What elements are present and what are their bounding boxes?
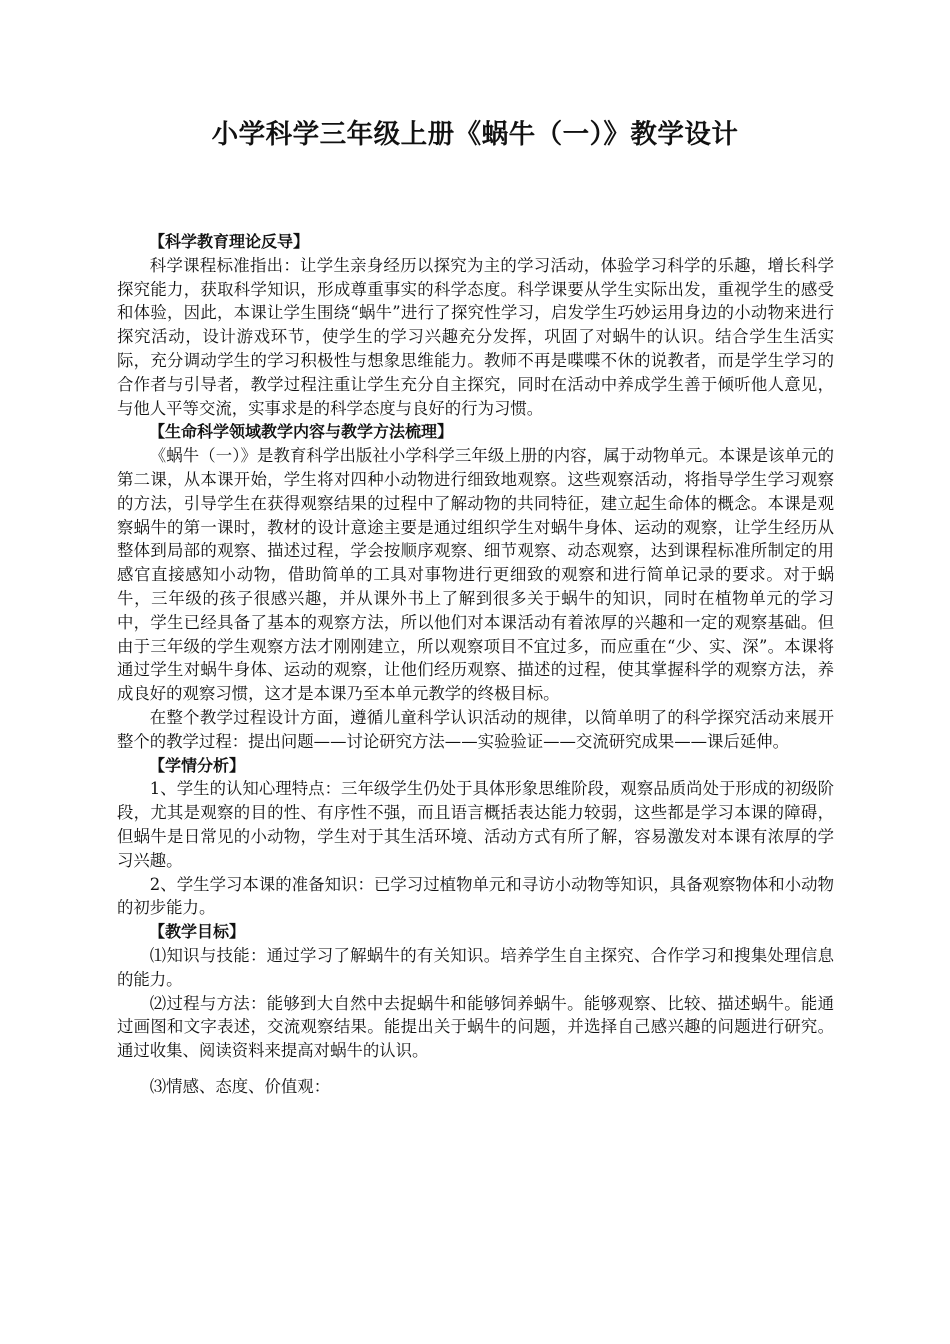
paragraph-objective-2: ⑵过程与方法：能够到大自然中去捉蜗牛和能够饲养蜗牛。能够观察、比较、描述蜗牛。能通过画图和文字表述，交流观察结果。能提出关于蜗牛的问题，并选择自己感兴趣的问题进行研究。通过收集、阅读资料来提高对蜗牛的认识。 bbox=[117, 993, 834, 1061]
section-heading-objectives: 【教学目标】 bbox=[149, 922, 246, 942]
document-title: 小学科学三年级上册《蜗牛（一）》教学设计 bbox=[211, 119, 739, 150]
paragraph-theory: 科学课程标准指出：让学生亲身经历以探究为主的学习活动，体验学习科学的乐趣，增长科学探究能力，获取科学知识，形成尊重事实的科学态度。科学课要从学生实际出发，重视学生的感受和体验，因此，本课让学生围绕“蜗牛”进行了探究性学习，启发学生巧妙运用身边的小动物来进行探究活动，设计游戏环节，使学生的学习兴趣充分发挥，巩固了对蜗牛的认识。结合学生生活实际，充分调动学生的学习积极性与想象思维能力。教师不再是喋喋不休的说教者，而是学生学习的合作者与引导者，教学过程注重让学生充分自主探究，同时在活动中养成学生善于倾听他人意见，与他人平等交流，实事求是的科学态度与良好的行为习惯。 bbox=[117, 255, 834, 418]
paragraph-objective-1: ⑴知识与技能：通过学习了解蜗牛的有关知识。培养学生自主探究、合作学习和搜集处理信息的能力。 bbox=[117, 945, 834, 989]
paragraph-student-analysis-1: 1、学生的认知心理特点：三年级学生仍处于具体形象思维阶段，观察品质尚处于形成的初级阶段，尤其是观察的目的性、有序性不强，而且语言概括表达能力较弱，这些都是学习本课的障碍，但蜗牛是日常见的小动物，学生对于其生活环境、活动方式有所了解，容易激发对本课有浓厚的学习兴趣。 bbox=[117, 779, 834, 870]
section-heading-theory: 【科学教育理论反导】 bbox=[149, 232, 310, 251]
paragraph-teaching-content-1: 《蜗牛（一）》是教育科学出版社小学科学三年级上册的内容，属于动物单元。本课是该单元的第二课，从本课开始，学生将对四种小动物进行细致地观察。这些观察活动，将指导学生学习观察的方法，引导学生在获得观察结果的过程中了解动物的共同特征，建立起生命体的概念。本课是观察蜗牛的第一课时，教材的设计意途主要是通过组织学生对蜗牛身体、运动的观察，让学生经历从整体到局部的观察、描述过程，学会按顺序观察、细节观察、动态观察，达到课程标准所制定的用感官直接感知小动物，借助简单的工具对事物进行更细致的观察和进行简单记录的要求。对于蜗牛，三年级的孩子很感兴趣，并从课外书上了解到很多关于蜗牛的知识，同时在植物单元的学习中，学生已经具备了基本的观察方法，所以他们对本课活动有着浓厚的兴趣和一定的观察基础。但由于三年级的学生观察方法才刚刚建立，所以观察项目不宜过多，而应重在“少、实、深”。本课将通过学生对蜗牛身体、运动的观察，让他们经历观察、描述的过程，使其掌握科学的观察方法，养成良好的观察习惯，这才是本课乃至本单元教学的终极目标。 bbox=[117, 446, 834, 704]
paragraph-student-analysis-2: 2、学生学习本课的准备知识：已学习过植物单元和寻访小动物等知识，具备观察物体和小动物的初步能力。 bbox=[117, 874, 834, 918]
section-heading-student-analysis: 【学情分析】 bbox=[149, 755, 246, 775]
document-body bbox=[117, 230, 834, 1099]
paragraph-objective-3: ⑶情感、态度、价值观： bbox=[149, 1076, 331, 1096]
paragraph-teaching-content-2: 在整个教学过程设计方面，遵循儿童科学认识活动的规律，以简单明了的科学探究活动来展开整个的教学过程：提出问题——讨论研究方法——实验验证——交流研究成果——课后延伸。 bbox=[117, 707, 834, 751]
section-heading-teaching-content: 【生命科学领域教学内容与教学方法梳理】 bbox=[149, 422, 454, 442]
